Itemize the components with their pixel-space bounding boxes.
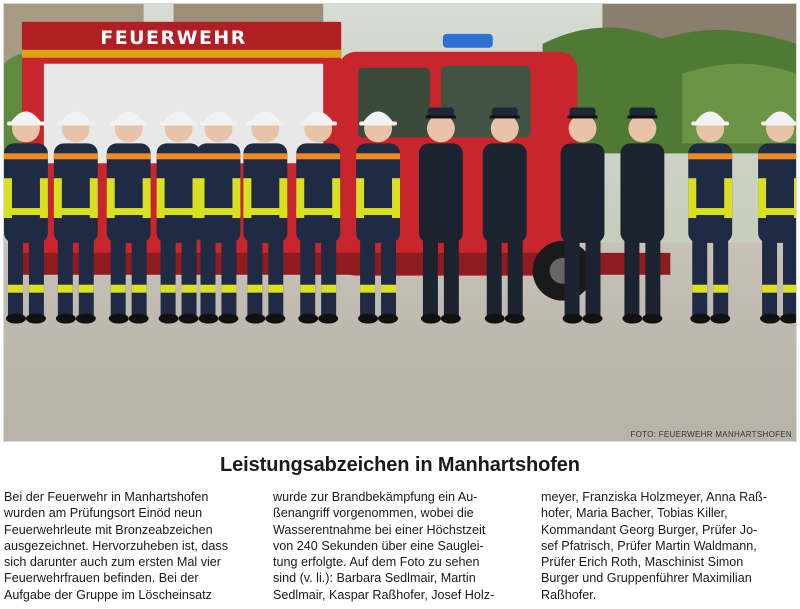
truck-sign: FEUERWEHR xyxy=(100,26,247,49)
text-column-1 xyxy=(4,489,259,603)
text-line: Aufgabe der Gruppe im Löscheinsatz xyxy=(4,587,212,602)
text-column-3 xyxy=(541,489,796,603)
text-line: sef Pfatrisch, Prüfer Martin Waldmann, xyxy=(541,538,757,553)
text-line: Wasserentnahme bei einer Höchstzeit xyxy=(273,522,486,537)
text-line: meyer, Franziska Holzmeyer, Anna Raß- xyxy=(541,490,768,504)
text-column-2 xyxy=(273,489,528,603)
text-line: hofer, Maria Bacher, Tobias Killer, xyxy=(541,506,728,521)
text-line: Kommandant Georg Burger, Prüfer Jo- xyxy=(541,522,758,537)
text-line: Burger und Gruppenführer Maximilian xyxy=(541,571,752,586)
text-line: ßenangriff vorgenommen, wobei die xyxy=(273,506,474,521)
text-line: Raßhofer. xyxy=(541,587,597,602)
text-line: Prüfer Erich Roth, Maschinist Simon xyxy=(541,555,744,570)
text-line: ausgezeichnet. Hervorzuheben ist, dass xyxy=(4,538,229,553)
article-headline: Leistungsabzeichen in Manhartshofen xyxy=(220,454,580,476)
article-photo xyxy=(3,3,797,442)
text-line: wurden am Prüfungsort Einöd neun xyxy=(4,506,203,521)
article-body xyxy=(4,489,796,605)
text-line: Sedlmair, Kaspar Raßhofer, Josef Holz- xyxy=(273,587,495,602)
group-photo-illustration xyxy=(4,4,796,441)
text-line: wurde zur Brandbekämpfung ein Au- xyxy=(273,490,478,504)
text-line: von 240 Sekunden über eine Sauglei- xyxy=(273,538,484,553)
text-line: sich darunter auch zum ersten Mal vier xyxy=(4,555,221,570)
photo-credit: FOTO: FEUERWEHR MANHARTSHOFEN xyxy=(630,430,792,439)
text-line: Feuerwehrfrauen befinden. Bei der xyxy=(4,571,199,586)
text-line: Bei der Feuerwehr in Manhartshofen xyxy=(4,490,209,504)
text-line: tung erfolgte. Auf dem Foto zu sehen xyxy=(273,555,480,570)
text-line: sind (v. li.): Barbara Sedlmair, Martin xyxy=(273,571,476,586)
text-line: Feuerwehrleute mit Bronzeabzeichen xyxy=(4,522,213,537)
